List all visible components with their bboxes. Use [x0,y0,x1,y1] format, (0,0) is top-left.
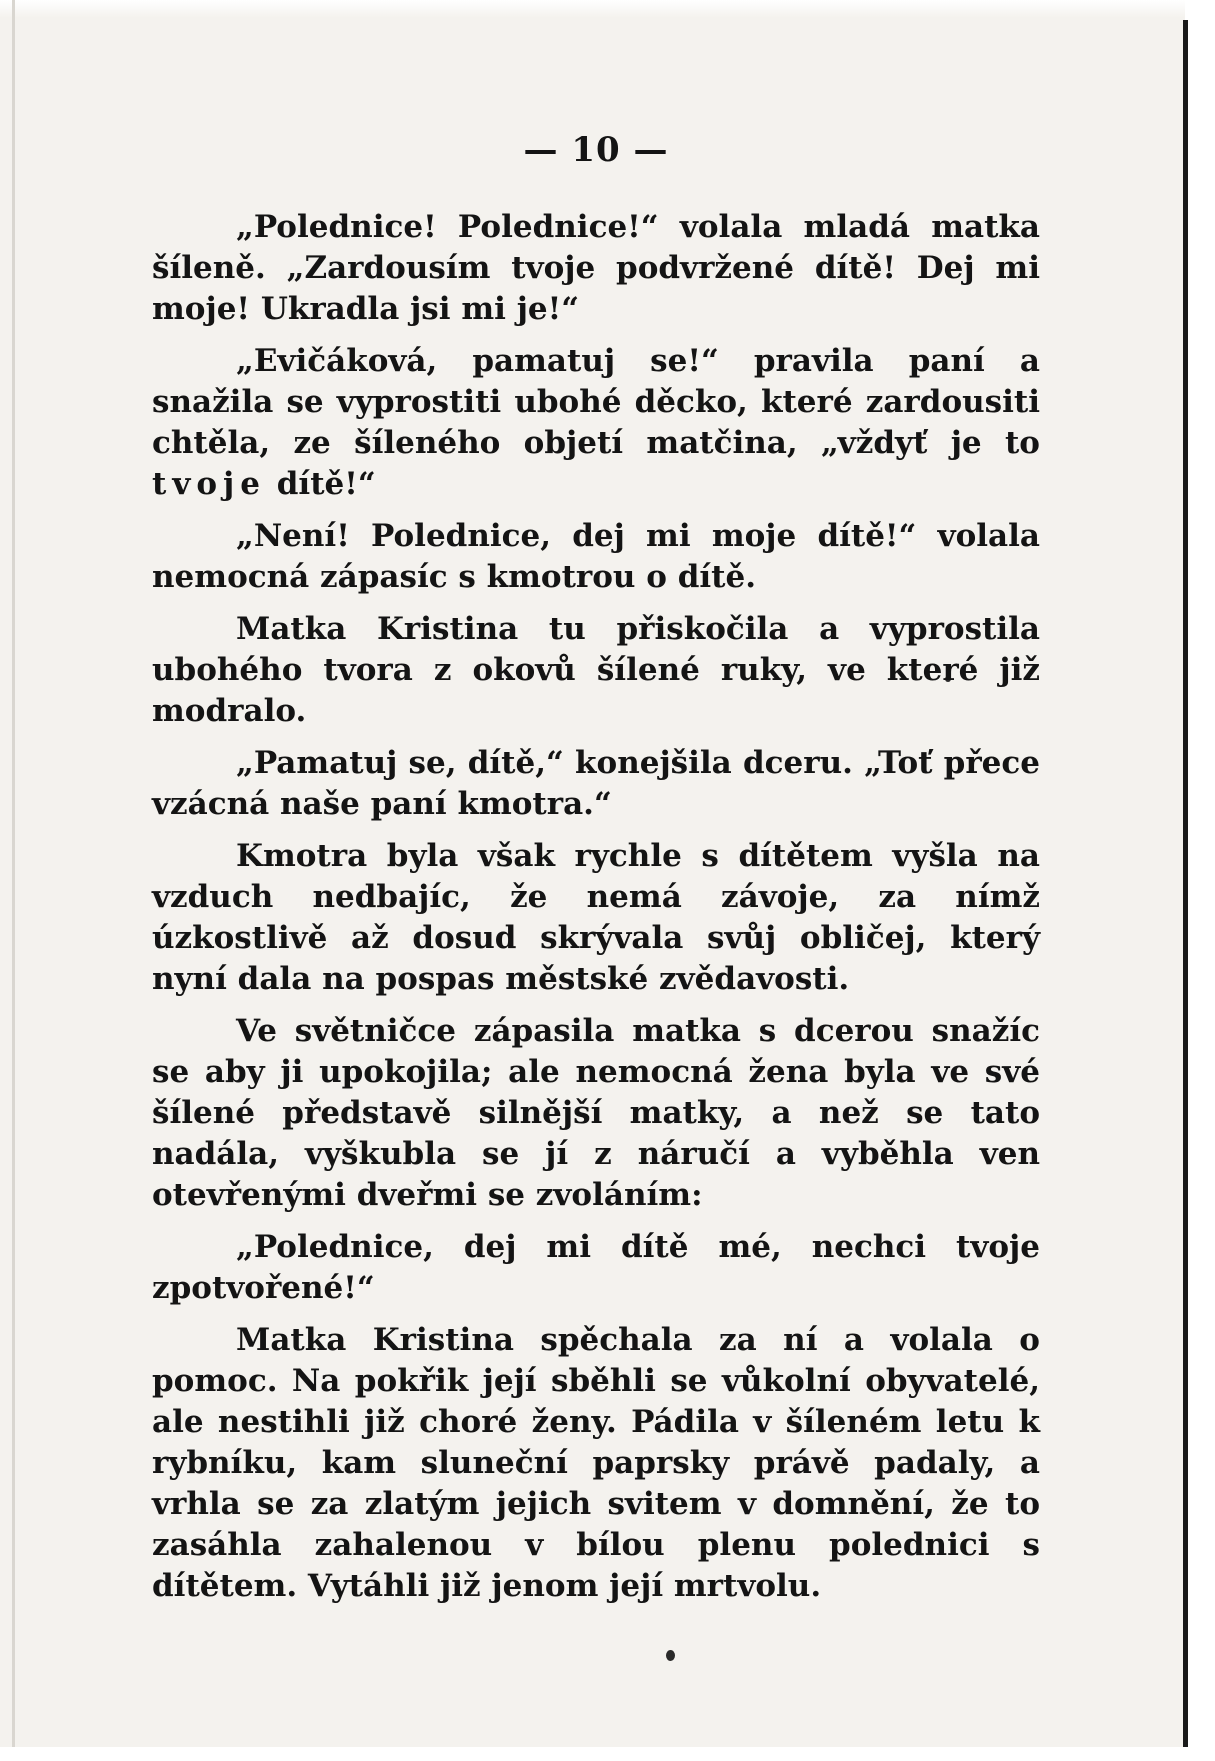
page-number: — 10 — [523,130,669,170]
scan-right-margin [1185,0,1215,1761]
paragraph-1: „Polednice! Polednice!“ volala mladá matka šíleně. „Zardousím tvoje podvržené dítě! Dej mi moje! Ukradla jsi mi je!“ [152,209,1040,327]
scan-top-edge [0,0,1215,18]
scan-right-edge-line [1183,20,1188,1761]
paragraph-3: „Není! Polednice, dej mi moje dítě!“ volala nemocná zápasíc s kmotrou o dítě. [152,518,1040,595]
paragraph-2-text-end: dítě!“ [265,466,376,502]
paragraph-4: Matka Kristina tu přiskočila a vyprostila ubohého tvora z okovů šílené ruky, ve které již modralo. [152,611,1040,729]
paragraph-6: Kmotra byla však rychle s dítětem vyšla na vzduch nedbajíc, že nemá závoje, za nímž úzkostlivě až dosud skrývala svůj obličej, který nyní dala na pospas městské zvědavosti. [152,838,1040,997]
book-text [152,130,1040,1618]
scan-left-edge [12,0,15,1761]
ink-speck [666,1650,675,1661]
paragraph-8: „Polednice, dej mi dítě mé, nechci tvoje zpotvořené!“ [152,1229,1040,1306]
paragraph-2-emphasis: tvoje [152,466,266,502]
scan-bottom-edge [0,1747,1215,1761]
paragraph-5: „Pamatuj se, dítě,“ konejšila dceru. „Toť přece vzácná naše paní kmotra.“ [152,745,1040,822]
paragraph-2-text: „Evičáková, pamatuj se!“ pravila paní a snažila se vyprostiti ubohé děcko, které zardousiti chtěla, ze šíleného objetí matčina, „vždyť je to [152,343,1040,461]
paragraph-7: Ve světničce zápasila matka s dcerou snažíc se aby ji upokojila; ale nemocná žena byla ve své šílené představě silnější matky, a než se tato nadála, vyškubla se jí z náručí a vyběhla ven otevřenými dveřmi se zvoláním: [152,1013,1040,1213]
paragraph-2 [152,341,1040,505]
paragraph-9: Matka Kristina spěchala za ní a volala o pomoc. Na pokřik její sběhli se vůkolní obyvatelé, ale nestihli již choré ženy. Pádila v šíleném letu k rybníku, kam sluneční paprsky právě padaly, a vrhla se za zlatým jejich svitem v domnění, že to zasáhla zahalenou v bílou plenu polednici s dítětem. Vytáhli již jenom její mrtvolu. [152,1322,1040,1604]
